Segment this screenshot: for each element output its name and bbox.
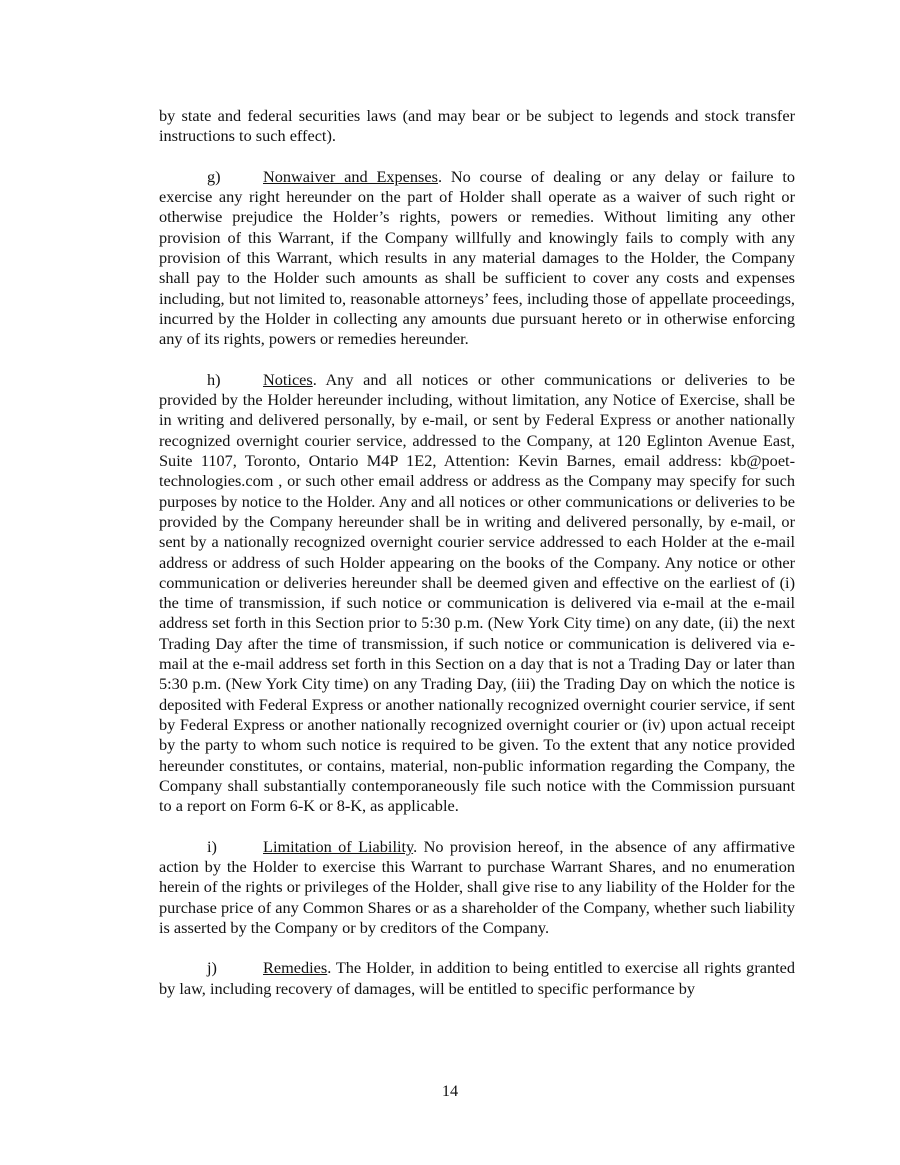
- section-g-letter: g): [207, 166, 221, 186]
- section-g-heading: Nonwaiver and Expenses: [263, 166, 438, 186]
- section-i-body: . No provision hereof, in the absence of any affirmative action by the Holder to exercise this Warrant to purchase Warrant Shares, and no enumeration herein of the rights or privileges of the Holder, shall give rise to any liability of the Holder for the purchase price of any Common Shares or as a shareholder of the Company, whether such liability is asserted by the Company or by creditors of the Company.: [159, 836, 795, 937]
- section-h-heading: Notices: [263, 369, 313, 389]
- section-j-paragraph: [159, 958, 795, 999]
- section-j-letter: j): [207, 958, 217, 978]
- section-h-letter: h): [207, 369, 221, 389]
- section-i-paragraph: [159, 837, 795, 938]
- section-i-letter: i): [207, 836, 217, 856]
- page-number: 14: [441, 1081, 459, 1100]
- section-h-body: . Any and all notices or other communications or deliveries to be provided by the Holder hereunder including, without limitation, any Notice of Exercise, shall be in writing and delivered personally, by e-mail, or sent by Federal Express or another nationally recognized overnight courier service, addressed to the Company, at 120 Eglinton Avenue East, Suite 1107, Toronto, Ontario M4P 1E2, Attention: Kevin Barnes, email address: kb@poet-technologies.com , or such other email address or address as the Company may specify for such purposes by notice to the Holder. Any and all notices or other communications or deliveries to be provided by the Company hereunder shall be in writing and delivered personally, by e-mail, or sent by a nationally recognized overnight courier service addressed to each Holder at the e-mail address or address of such Holder appearing on the books of the Company. Any notice or other communication or deliveries hereunder shall be deemed given and effective on the earliest of (i) the time of transmission, if such notice or communication is delivered via e-mail at the e-mail address set forth in this Section prior to 5:30 p.m. (New York City time) on any date, (ii) the next Trading Day after the time of transmission, if such notice or communication is delivered via e-mail at the e-mail address set forth in this Section on a day that is not a Trading Day or later than 5:30 p.m. (New York City time) on any Trading Day, (iii) the Trading Day on which the notice is deposited with Federal Express or another nationally recognized overnight courier service, if sent by Federal Express or another nationally recognized overnight courier or (iv) upon actual receipt by the party to whom such notice is required to be given. To the extent that any notice provided hereunder constitutes, or contains, material, non-public information regarding the Company, the Company shall substantially contemporaneously file such notice with the Commission pursuant to a report on Form 6-K or 8-K, as applicable.: [159, 369, 795, 816]
- section-g-paragraph: [159, 167, 795, 350]
- intro-paragraph: by state and federal securities laws (and may bear or be subject to legends and stock transfer instructions to such effect).: [159, 106, 795, 146]
- section-h-paragraph: [159, 370, 795, 817]
- section-g-body: . No course of dealing or any delay or failure to exercise any right hereunder on the part of Holder shall operate as a waiver of such right or otherwise prejudice the Holder’s rights, powers or remedies. Without limiting any other provision of this Warrant, if the Company willfully and knowingly fails to comply with any provision of this Warrant, which results in any material damages to the Holder, the Company shall pay to the Holder such amounts as shall be sufficient to cover any costs and expenses including, but not limited to, reasonable attorneys’ fees, including those of appellate proceedings, incurred by the Holder in collecting any amounts due pursuant hereto or in otherwise enforcing any of its rights, powers or remedies hereunder.: [159, 166, 795, 349]
- section-j-body: . The Holder, in addition to being entitled to exercise all rights granted by law, including recovery of damages, will be entitled to specific performance by: [159, 958, 795, 998]
- section-j-heading: Remedies: [263, 958, 328, 978]
- section-i-heading: Limitation of Liability: [263, 836, 414, 856]
- document-page: [159, 106, 795, 1019]
